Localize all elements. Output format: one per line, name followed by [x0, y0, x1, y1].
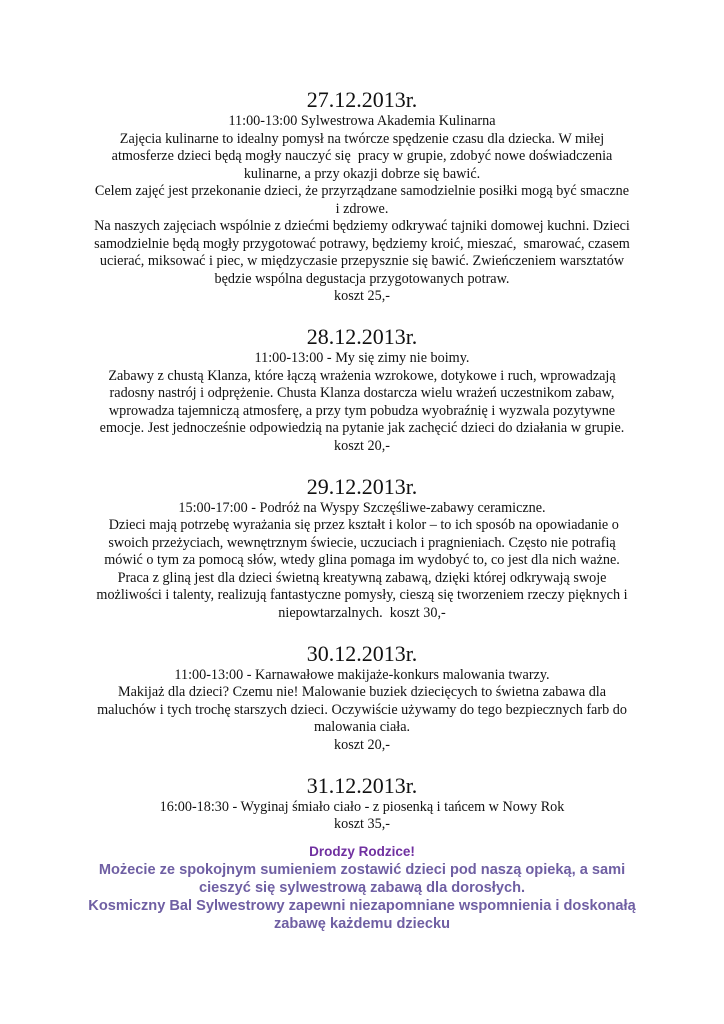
event-description-line: emocje. Jest jednocześnie odpowiedzią na pytanie jak zachęcić dzieci do działania w grupie. — [99, 420, 625, 436]
event-description-line: maluchów i tych trochę starszych dzieci. Oczywiście używamy do tego bezpiecznych farb do — [97, 701, 627, 718]
event-description-line: Zajęcia kulinarne to idealny pomysł na twórcze spędzenie czasu dla dziecka. W miłej — [119, 130, 605, 147]
event-description-line: wprowadza tajemniczą atmosferę, a przy tym pobudza wyobraźnię i wyzwala pozytywne — [108, 402, 616, 419]
notice-line: zabawę każdemu dziecku — [273, 916, 450, 932]
event-description-line: Na naszych zajęciach wspólnie z dziećmi będziemy odkrywać tajniki domowej kuchni. Dzieci — [94, 218, 630, 234]
notice-line: Możecie ze spokojnym sumieniem zostawić dzieci pod naszą opieką, a sami — [98, 862, 626, 878]
event-description-line: atmosferze dzieci będą mogły nauczyć się pracy w grupie, zdobyć nowe doświadczenia — [111, 148, 613, 164]
event-description-line: Praca z gliną jest dla dzieci świetną kreatywną zabawą, dzięki której odkrywają swoje — [117, 569, 607, 586]
spacer — [70, 754, 654, 772]
event-description-line: malowania ciała. — [313, 719, 411, 735]
event-cost: koszt 35,- — [334, 816, 390, 832]
event-section-27 — [70, 86, 654, 306]
event-time-title: 11:00-13:00 - My się zimy nie boimy. — [254, 350, 470, 366]
document-body — [70, 86, 654, 834]
event-description-line: Makijaż dla dzieci? Czemu nie! Malowanie buziek dziecięcych to świetna zabawa dla — [117, 684, 607, 700]
event-description-line: ucierać, miksować i piec, w międzyczasie przepysznie się bawić. Zwieńczeniem warsztatów — [99, 253, 625, 269]
event-date: 27.12.2013r. — [306, 87, 418, 112]
event-date: 28.12.2013r. — [306, 324, 418, 349]
spacer — [70, 306, 654, 324]
event-time-title: 11:00-13:00 - Karnawałowe makijaże-konkurs malowania twarzy. — [174, 666, 550, 683]
event-description-line: Celem zajęć jest przekonanie dzieci, że przyrządzane samodzielnie posiłki mogą być smaczne — [94, 183, 630, 199]
event-cost: niepowtarzalnych. koszt 30,- — [278, 604, 446, 621]
spacer — [70, 622, 654, 640]
event-description-line: radosny nastrój i odprężenie. Chusta Klanza dostarcza wielu wrażeń uczestnikom zabaw, — [109, 385, 615, 401]
event-section-28 — [70, 323, 654, 455]
event-date: 30.12.2013r. — [306, 640, 418, 666]
event-description-line: mówić o tym za pomocą słów, wtedy glina pomaga im wydobyć to, co jest dla nich ważne. — [104, 552, 620, 568]
event-description-line: Dzieci mają potrzebę wyrażania się przez kształt i kolor – to ich sposób na opowiadanie o — [105, 517, 619, 533]
event-section-29 — [70, 473, 654, 623]
event-time-title: 16:00-18:30 - Wyginaj śmiało ciało - z piosenką i tańcem w Nowy Rok — [159, 798, 565, 815]
event-description-line: Zabawy z chustą Klanza, które łączą wrażenia wzrokowe, dotykowe i ruch, wprowadzają — [108, 367, 616, 384]
event-section-31 — [70, 772, 654, 834]
event-cost: koszt 20,- — [334, 437, 390, 454]
parents-notice — [50, 843, 674, 933]
event-date: 31.12.2013r. — [306, 772, 418, 798]
notice-line: Kosmiczny Bal Sylwestrowy zapewni niezapomniane wspomnienia i doskonałą — [88, 898, 636, 914]
notice-line: cieszyć się sylwestrową zabawą dla dorosłych. — [198, 880, 526, 896]
event-description-line: będzie wspólna degustacja przygotowanych potraw. — [214, 270, 510, 287]
event-description-line: możliwości i talenty, realizują fantastyczne pomysły, cieszą się tworzeniem rzeczy pięknych i — [96, 587, 628, 603]
event-description-line: samodzielnie będą mogły przygotować potrawy, będziemy kroić, mieszać, smarować, czasem — [94, 235, 630, 252]
event-cost: koszt 25,- — [334, 288, 390, 304]
spacer — [70, 455, 654, 473]
event-date: 29.12.2013r. — [306, 473, 418, 499]
event-time-title: 11:00-13:00 Sylwestrowa Akademia Kulinarna — [228, 113, 496, 129]
event-description-line: kulinarne, a przy okazji dobrze się bawić. — [243, 165, 481, 182]
event-cost: koszt 20,- — [334, 736, 390, 753]
event-description-line: i zdrowe. — [335, 200, 389, 217]
event-section-30 — [70, 640, 654, 755]
event-time-title: 15:00-17:00 - Podróż na Wyspy Szczęśliwe-zabawy ceramiczne. — [178, 499, 546, 516]
notice-heading: Drodzy Rodzice! — [309, 844, 415, 859]
event-description-line: swoich przeżyciach, wewnętrznym świecie, uczuciach i pragnieniach. Często nie potrafią — [108, 534, 616, 551]
